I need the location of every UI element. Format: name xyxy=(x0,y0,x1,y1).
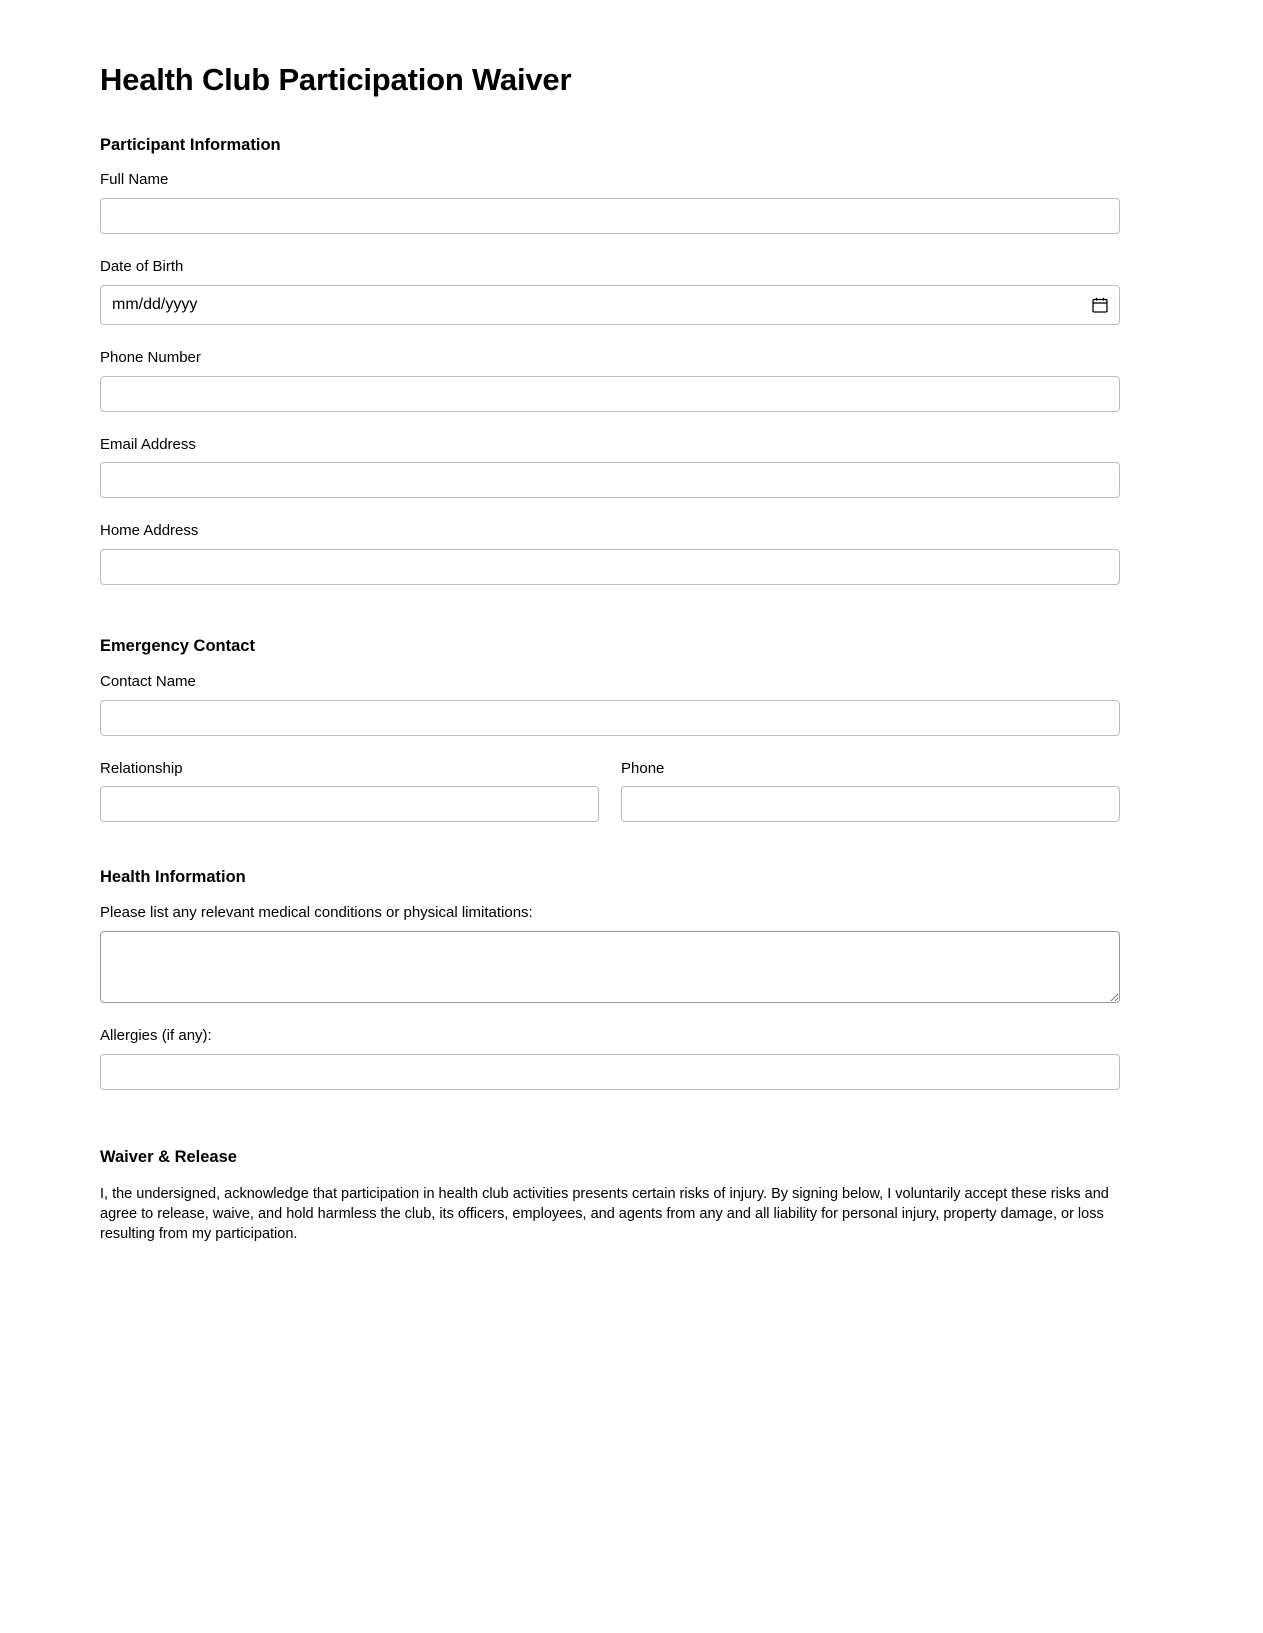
field-allergies xyxy=(100,1027,1120,1090)
emergency-contact-heading: Emergency Contact xyxy=(100,637,255,656)
section-participant-information xyxy=(100,136,1120,586)
field-relationship xyxy=(100,760,599,823)
participant-information-heading: Participant Information xyxy=(100,135,281,154)
full-name-label: Full Name xyxy=(100,171,169,189)
phone-number-label: Phone Number xyxy=(100,348,201,366)
email-address-label: Email Address xyxy=(100,435,196,453)
section-health-information xyxy=(100,868,1120,1089)
section-waiver-release xyxy=(100,1148,1120,1244)
date-of-birth-placeholder: mm/dd/yyyy xyxy=(112,295,198,313)
field-phone-number xyxy=(100,349,1120,412)
phone-number-input[interactable] xyxy=(100,376,1120,412)
section-emergency-contact xyxy=(100,637,1120,822)
allergies-input[interactable] xyxy=(100,1054,1120,1090)
emergency-contact-row xyxy=(100,760,1120,823)
field-contact-name xyxy=(100,673,1120,736)
field-emergency-phone xyxy=(621,760,1120,823)
contact-name-input[interactable] xyxy=(100,700,1120,736)
field-full-name xyxy=(100,171,1120,234)
calendar-icon[interactable] xyxy=(1092,297,1108,313)
emergency-phone-label: Phone xyxy=(621,759,665,777)
home-address-input[interactable] xyxy=(100,549,1120,585)
emergency-phone-input[interactable] xyxy=(621,786,1120,822)
relationship-label: Relationship xyxy=(100,759,183,777)
date-of-birth-input[interactable] xyxy=(100,285,1120,325)
field-medical-conditions xyxy=(100,904,1120,1003)
field-home-address xyxy=(100,522,1120,585)
medical-conditions-textarea[interactable] xyxy=(100,931,1120,1003)
waiver-release-body: I, the undersigned, acknowledge that participation in health club activities presents certain risks of injury. By signing below, I voluntarily accept these risks and agree to release, waive, and hold harmless the club, its officers, employees, and agents from any and all liability for personal injury, property damage, or loss resulting from my participation. xyxy=(100,1185,1109,1242)
full-name-input[interactable] xyxy=(100,198,1120,234)
waiver-release-heading: Waiver & Release xyxy=(100,1147,237,1166)
date-of-birth-label: Date of Birth xyxy=(100,258,184,276)
field-email-address xyxy=(100,436,1120,499)
email-address-input[interactable] xyxy=(100,462,1120,498)
relationship-input[interactable] xyxy=(100,786,599,822)
page-title: Health Club Participation Waiver xyxy=(100,62,572,97)
medical-conditions-label: Please list any relevant medical conditions or physical limitations: xyxy=(100,904,533,922)
allergies-label: Allergies (if any): xyxy=(100,1027,212,1045)
contact-name-label: Contact Name xyxy=(100,672,196,690)
home-address-label: Home Address xyxy=(100,522,199,540)
field-date-of-birth xyxy=(100,258,1120,325)
health-information-heading: Health Information xyxy=(100,868,246,887)
date-of-birth-wrapper xyxy=(100,285,1120,325)
